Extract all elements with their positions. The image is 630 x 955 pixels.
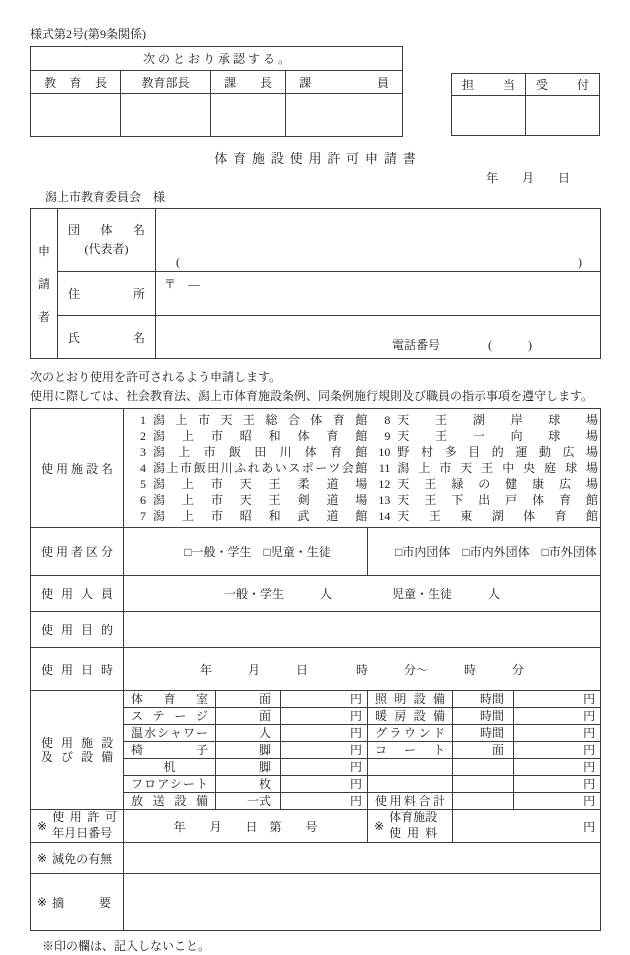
equipment-name-cell: ステージ: [124, 708, 216, 725]
reception-stamp-cell: [452, 96, 526, 136]
equipment-name-cell: 椅子: [124, 742, 216, 759]
equipment-amount-cell: 円: [281, 708, 368, 725]
facility-name: 潟上市昭和体育館: [153, 429, 368, 443]
facility-list-item: [375, 412, 598, 428]
phone-number-label: 電話番号 ( ): [392, 338, 532, 352]
permit-number-row: [31, 810, 601, 843]
equipment-unit-cell: 時間: [453, 708, 514, 725]
facility-number: 2: [140, 429, 146, 443]
fee-waiver-row: [31, 843, 601, 874]
facility-list-item: [131, 508, 367, 524]
equipment-amount-cell: 円: [514, 691, 601, 708]
datetime-row: [31, 648, 601, 691]
facility-number: 7: [140, 509, 146, 523]
datetime-input-cell: 年 月 日 時 分～ 時 分: [124, 648, 601, 691]
postal-code-mark: 〒 ―: [164, 277, 201, 291]
applicant-name-row: [31, 316, 601, 359]
equipment-unit-cell: [453, 776, 514, 793]
facility-name: 潟上市天王柔道場: [153, 477, 368, 491]
document-title: 体育施設使用許可申請書: [214, 151, 422, 166]
approval-stamp-cell: [31, 94, 121, 137]
equipment-amount-cell: 円: [514, 742, 601, 759]
approval-col-section-staff: 課員: [286, 71, 403, 94]
facility-number: 4: [140, 461, 146, 475]
people-count-label-cell: 使用人員: [31, 576, 124, 612]
equipment-amount-cell: 円: [281, 725, 368, 742]
datetime-label-cell: 使用日時: [31, 648, 124, 691]
facility-list-left-column: [131, 412, 367, 524]
remarks-label-cell: [31, 874, 124, 931]
equipment-unit-cell: 時間: [453, 691, 514, 708]
facility-name: 天王緑の健康広場: [397, 477, 599, 491]
facility-fee-amount-cell: 円: [453, 810, 601, 843]
reception-table: [451, 73, 600, 136]
facility-list-cell: [124, 409, 601, 528]
reception-title-row: [452, 74, 600, 96]
facility-fee-label: [368, 810, 452, 841]
purpose-label-cell: 使用目的: [31, 612, 124, 648]
equipment-unit-cell: 時間: [453, 725, 514, 742]
people-count-input-cell: 一般・学生 人 児童・生徒 人: [124, 576, 601, 612]
equipment-name-cell: 放送設備: [124, 793, 216, 810]
approval-table: [30, 46, 403, 137]
facility-number: 13: [378, 493, 391, 507]
equipment-amount-cell: 円: [281, 776, 368, 793]
org-name-label: [68, 221, 145, 258]
facility-list-item: [375, 428, 598, 444]
org-name-label-cell: [58, 209, 156, 272]
equipment-amount-cell: 円: [514, 776, 601, 793]
applicant-char: 申: [37, 244, 50, 258]
equipment-name-cell: 暖房設備: [368, 708, 453, 725]
facility-number: 14: [378, 509, 391, 523]
equipment-unit-cell: 脚: [216, 742, 281, 759]
facility-number: 12: [378, 477, 391, 491]
facility-list-item: [131, 492, 367, 508]
equipment-name-cell: 温水シャワー: [124, 725, 216, 742]
remarks-input-cell: [124, 874, 601, 931]
applicant-char: 請: [37, 277, 50, 291]
facility-list-item: [131, 460, 367, 476]
fee-total-unit-cell: [453, 793, 514, 810]
application-notes: [30, 368, 600, 406]
facility-name: 野村多目的運動広場: [397, 445, 599, 459]
facility-list: [131, 412, 599, 524]
application-date-line: 年 月 日: [485, 171, 570, 185]
permit-label-line2: 年月日番号: [52, 826, 113, 840]
equipment-amount-cell: 円: [281, 793, 368, 810]
equipment-name-cell: グラウンド: [368, 725, 453, 742]
remarks-row: [31, 874, 601, 931]
facility-list-item: [131, 444, 367, 460]
facility-list-item: [375, 492, 598, 508]
facility-list-item: [131, 428, 367, 444]
approval-stamp-cell: [211, 94, 286, 137]
approval-col-superintendent: 教育長: [31, 71, 121, 94]
reception-col-received: 受付: [526, 74, 600, 96]
applicant-org-row: [31, 209, 601, 272]
equipment-unit-cell: [453, 759, 514, 776]
reception-stamp-row: [452, 96, 600, 136]
facility-number: 5: [140, 477, 146, 491]
equipment-unit-cell: 面: [216, 708, 281, 725]
checkbox-option-groups: □市内団体 □市内外団体 □市外団体: [395, 545, 597, 559]
equipment-section-label-line2: 及び設備: [41, 750, 113, 764]
remarks-label-text: 摘要: [52, 895, 111, 910]
checkbox-option-general-student: □一般・学生 □児童・生徒: [184, 545, 331, 559]
facility-label-cell: 使用施設名: [31, 409, 124, 528]
facility-name: 天王湖岸球場: [397, 413, 599, 427]
name-label-cell: 氏名: [58, 316, 156, 359]
facility-name: 潟上市飯田川体育館: [153, 445, 368, 459]
equipment-name-cell: コート: [368, 742, 453, 759]
reception-col-in-charge: 担当: [452, 74, 526, 96]
office-use-mark: ※: [37, 850, 48, 865]
footer-note: ※印の欄は、記入しないこと。: [42, 939, 211, 953]
approval-col-education-director: 教育部長: [121, 71, 211, 94]
facility-number: 6: [140, 493, 146, 507]
equipment-unit-cell: 脚: [216, 759, 281, 776]
facility-name: 天王一向球場: [397, 429, 599, 443]
facility-number: 8: [384, 413, 391, 427]
top-tables-row: [30, 46, 600, 137]
equipment-name-cell: フロアシート: [124, 776, 216, 793]
permit-number-label-cell: [31, 810, 124, 843]
equipment-amount-cell: 円: [514, 708, 601, 725]
equipment-section-label-line1: 使用施設: [41, 736, 113, 750]
applicant-char: 者: [37, 310, 50, 324]
applicant-side-label: [31, 209, 58, 359]
equipment-amount-cell: 円: [281, 759, 368, 776]
application-detail-table: [30, 408, 601, 931]
facility-list-item: [375, 460, 598, 476]
permit-label-line1: 使用許可: [52, 810, 117, 825]
facility-fee-label-lines: [389, 810, 437, 841]
equipment-name-cell: 机: [124, 759, 216, 776]
form-number: 様式第2号(第9条関係): [30, 27, 146, 41]
permit-number-label-lines: [52, 810, 117, 841]
equipment-amount-cell: 円: [281, 691, 368, 708]
representative-label: (代表者): [84, 242, 129, 256]
office-use-mark: ※: [374, 818, 385, 833]
fee-waiver-label-text: 減免の有無: [52, 851, 113, 866]
address-label-cell: 住所: [58, 272, 156, 316]
facility-name: 潟上市天王剣道場: [153, 493, 368, 507]
equipment-name-cell: 体育室: [124, 691, 216, 708]
equipment-row: [31, 691, 601, 708]
equipment-amount-cell: 円: [281, 742, 368, 759]
facility-number: 3: [140, 445, 146, 459]
equipment-name-cell: 照明設備: [368, 691, 453, 708]
office-use-mark: ※: [37, 818, 48, 833]
facility-list-item: [375, 444, 598, 460]
approval-title-row: [31, 71, 403, 94]
approval-stamp-row: [31, 94, 403, 137]
representative-paren-line: [176, 255, 582, 270]
note-line-1: 次のとおり使用を許可されるよう申請します。: [30, 370, 282, 384]
facility-number: 9: [384, 429, 391, 443]
facility-list-item: [131, 476, 367, 492]
paren-open: (: [176, 255, 180, 269]
fee-waiver-label-cell: [31, 843, 124, 874]
equipment-name-cell: [368, 776, 453, 793]
approval-stamp-cell: [121, 94, 211, 137]
org-name-input-cell: [156, 209, 601, 272]
org-name-label-text: 団体名: [68, 223, 145, 238]
facility-number: 10: [378, 445, 391, 459]
fee-label-line1: 体育施設: [389, 810, 438, 825]
facility-list-item: [131, 412, 367, 428]
facility-name-row: [31, 409, 601, 528]
applicant-side-label-chars: [31, 242, 57, 325]
equipment-amount-cell: 円: [514, 725, 601, 742]
equipment-unit-cell: 枚: [216, 776, 281, 793]
purpose-input-cell: [124, 612, 601, 648]
fee-total-label-cell: 使用料合計: [368, 793, 453, 810]
facility-name: 潟上市飯田川ふれあいスポーツ会館: [153, 461, 368, 475]
permit-number-label: [31, 810, 123, 841]
user-class-group-cell: [368, 528, 601, 576]
facility-fee-label-cell: [368, 810, 453, 843]
facility-number: 1: [140, 413, 146, 427]
permit-number-value-cell: 年 月 日 第 号: [124, 810, 368, 843]
facility-name: 潟上市天王中央庭球場: [397, 461, 599, 475]
note-line-2: 使用に際しては、社会教育法、潟上市体育施設条例、同条例施行規則及び職員の指示事項を遵守します。: [30, 389, 594, 403]
fee-waiver-label: [31, 850, 123, 867]
user-class-individual-cell: [124, 528, 368, 576]
addressee: 潟上市教育委員会 様: [45, 190, 166, 204]
equipment-unit-cell: 面: [453, 742, 514, 759]
fee-label-line2: 使用料: [389, 826, 438, 840]
equipment-name-cell: [368, 759, 453, 776]
equipment-amount-cell: 円: [514, 759, 601, 776]
facility-name: 潟上市昭和武道館: [153, 509, 368, 523]
equipment-unit-cell: 一式: [216, 793, 281, 810]
people-count-row: [31, 576, 601, 612]
equipment-unit-cell: 面: [216, 691, 281, 708]
equipment-unit-cell: 人: [216, 725, 281, 742]
purpose-row: [31, 612, 601, 648]
user-class-row: [31, 528, 601, 576]
fee-total-amount-cell: 円: [514, 793, 601, 810]
facility-list-item: [375, 476, 598, 492]
applicant-address-row: [31, 272, 601, 316]
facility-name: 天王東湖体育館: [397, 509, 599, 523]
fee-waiver-input-cell: [124, 843, 601, 874]
remarks-label: [31, 894, 123, 911]
name-input-cell: [156, 316, 601, 359]
equipment-section-label-cell: [31, 691, 124, 810]
facility-number: 11: [378, 461, 391, 475]
applicant-table: [30, 208, 601, 359]
reception-stamp-cell: [526, 96, 600, 136]
user-class-label-cell: 使用者区分: [31, 528, 124, 576]
facility-list-right-column: [375, 412, 598, 524]
office-use-mark: ※: [37, 894, 48, 909]
approval-col-section-chief: 課長: [211, 71, 286, 94]
facility-list-item: [375, 508, 598, 524]
paren-close: ): [578, 255, 582, 269]
approval-stamp-cell: [286, 94, 403, 137]
facility-name: 潟上市天王総合体育館: [153, 413, 368, 427]
facility-name: 天王下出戸体育館: [397, 493, 599, 507]
approval-header: 次のとおり承認する。: [31, 47, 403, 71]
address-input-cell: [156, 272, 601, 316]
